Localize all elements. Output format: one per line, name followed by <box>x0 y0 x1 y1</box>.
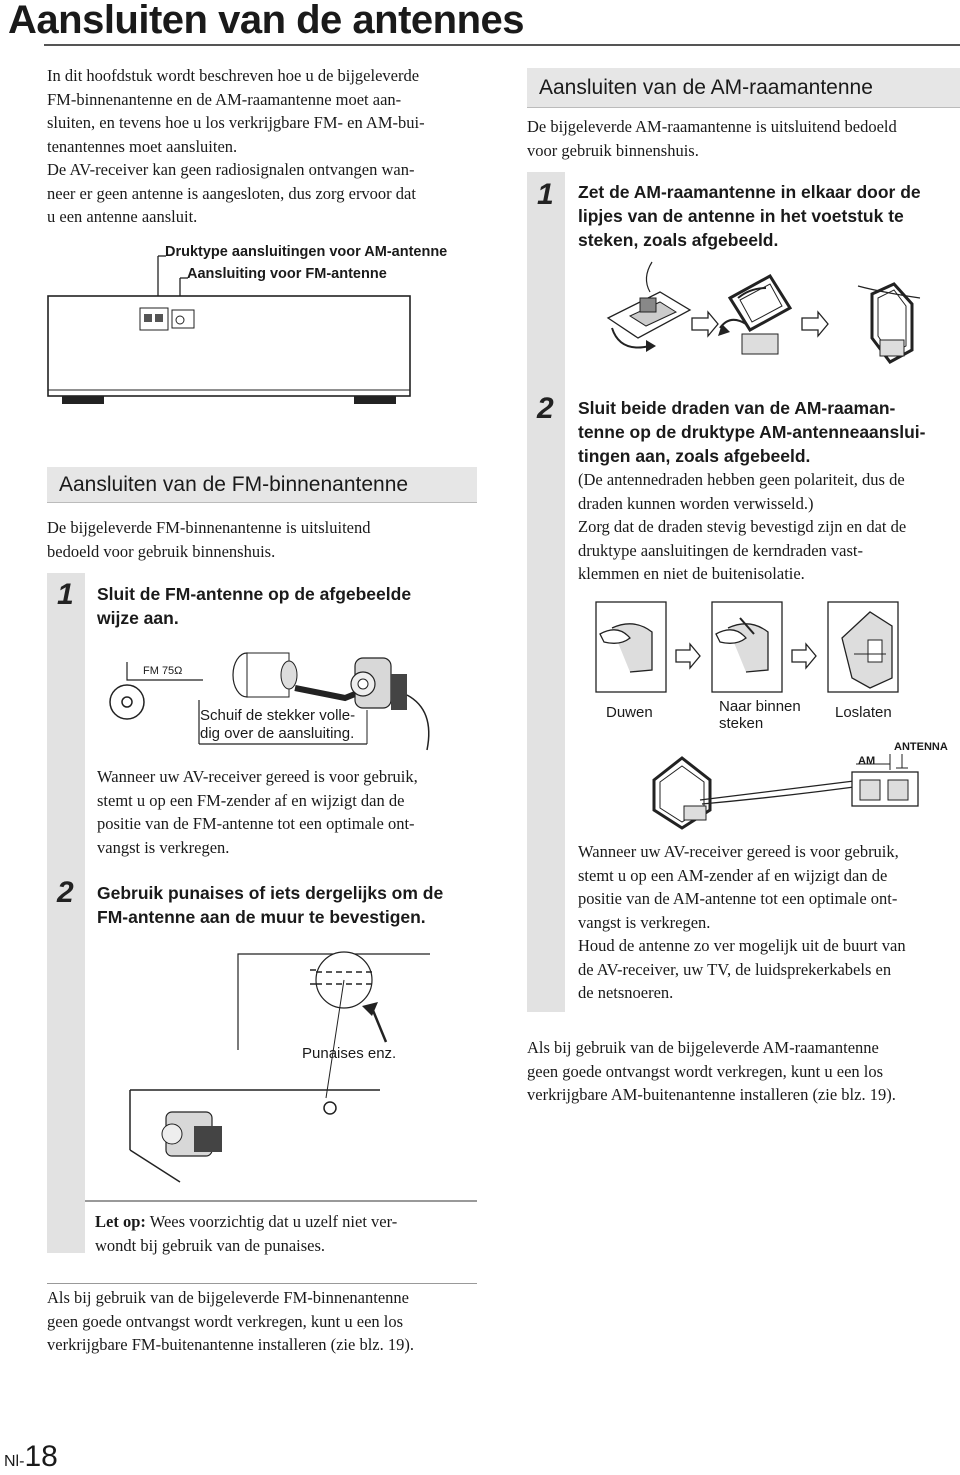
am-step-2-after <box>578 840 958 1005</box>
label-push: Duwen <box>606 704 653 721</box>
fm-intro <box>47 516 477 563</box>
label-am: AM <box>858 755 876 767</box>
am-step-1-number: 1 <box>537 178 554 211</box>
text-line: Als bij gebruik van de bijgeleverde AM-raamantenne <box>527 1038 879 1057</box>
am-step-strip <box>527 172 565 1012</box>
fm-step-1-number: 1 <box>57 578 74 611</box>
am-step-2-note <box>578 468 958 586</box>
fm-connector-label: FM 75Ω <box>143 665 183 677</box>
text-line: vangst is verkregen. <box>97 837 230 857</box>
am-step-2-number: 2 <box>537 392 554 425</box>
fm-step-1-heading <box>97 582 477 630</box>
page-number <box>4 1440 58 1474</box>
caution-text: Wees voorzichtig dat u uzelf niet ver- <box>145 1212 398 1231</box>
text-line: De AV-receiver kan geen radiosignalen ontvangen wan- <box>47 160 415 179</box>
label-release: Loslaten <box>835 704 892 721</box>
intro-paragraph-1 <box>47 64 477 158</box>
text-line: Zet de AM-raamantenne in elkaar door de <box>578 182 921 202</box>
text-line: steken <box>719 715 764 732</box>
am-step-2-heading <box>578 396 958 468</box>
text-line: druktype aansluitingen de kerndraden vast- <box>578 540 863 560</box>
text-line: steken, zoals afgebeeld. <box>578 230 779 250</box>
page-title: Aansluiten van de antennes <box>8 0 525 42</box>
text-line: stemt u op een FM-zender af en wijzigt dan de <box>97 790 405 810</box>
text-line: positie van de FM-antenne tot een optimale ont- <box>97 814 415 833</box>
am-antenna-connection-diagram <box>640 740 960 840</box>
text-line: geen goede ontvangst wordt verkregen, kunt u een los <box>527 1061 884 1081</box>
text-line: FM-binnenantenne en de AM-raamantenne moet aan- <box>47 89 402 109</box>
text-line: sluiten, en tevens hoe u los verkrijgbare FM- en AM-bui- <box>47 113 425 132</box>
title-rule <box>44 44 960 46</box>
fm-step-1-after <box>97 765 477 859</box>
text-line: De bijgeleverde FM-binnenantenne is uitsluitend <box>47 518 371 537</box>
fm-tack-diagram <box>110 950 450 1190</box>
tack-callout: Punaises enz. <box>302 1045 397 1062</box>
text-line: verkrijgbare AM-buitenantenne installeren (zie blz. 19). <box>527 1085 896 1104</box>
am-step-1-heading <box>578 180 958 252</box>
text-line: stemt u op een AM-zender af en wijzigt dan de <box>578 865 888 885</box>
text-line: wijze aan. <box>97 608 179 628</box>
receiver-rear-diagram <box>40 250 480 415</box>
text-line: tingen aan, zoals afgebeeld. <box>578 446 811 466</box>
text-line: u een antenne aansluit. <box>47 207 198 226</box>
text-line: Als bij gebruik van de bijgeleverde FM-binnenantenne <box>47 1288 409 1307</box>
text-line: tenantennes moet aansluiten. <box>47 136 238 156</box>
label-insert <box>719 698 801 732</box>
caution-label: Let op: <box>95 1212 146 1231</box>
text-line: Wanneer uw AV-receiver gereed is voor gebruik, <box>97 767 418 786</box>
text-line: de AV-receiver, uw TV, de luidsprekerkabels en <box>578 959 892 979</box>
text-line: dig over de aansluiting. <box>200 725 355 742</box>
am-section-heading: Aansluiten van de AM-raamantenne <box>527 68 960 108</box>
fm-step-strip <box>47 573 85 1253</box>
text-line: neer er geen antenne is aangesloten, dus zorg ervoor dat <box>47 183 416 203</box>
text-line: de netsnoeren. <box>578 983 674 1002</box>
text-line: Schuif de stekker volle- <box>200 707 356 724</box>
intro-paragraph-2 <box>47 158 477 229</box>
label-antenna: ANTENNA <box>894 741 948 753</box>
label-am-terminals: Druktype aansluitingen voor AM-antenne <box>165 244 448 260</box>
text-line: Houd de antenne zo ver mogelijk uit de buurt van <box>578 936 906 955</box>
text-line: geen goede ontvangst wordt verkregen, kunt u een los <box>47 1311 404 1331</box>
text-line: klemmen en niet de buitenisolatie. <box>578 564 805 583</box>
text-line: Zorg dat de draden stevig bevestigd zijn en dat de <box>578 517 907 536</box>
text-line: draden kunnen worden verwisseld.) <box>578 493 814 513</box>
am-terminal-steps-diagram <box>590 598 960 708</box>
am-assembly-diagram <box>590 258 960 378</box>
fm-step-2-heading <box>97 881 477 929</box>
text-line: tenne op de druktype AM-antenneaanslui- <box>578 422 926 442</box>
text-line: FM-antenne aan de muur te bevestigen. <box>97 907 426 927</box>
text-line: bedoeld voor gebruik binnenshuis. <box>47 541 276 561</box>
page-number-value: 18 <box>24 1440 58 1473</box>
am-outro <box>527 1036 960 1107</box>
text-line: In dit hoofdstuk wordt beschreven hoe u de bijgeleverde <box>47 66 420 85</box>
text-line: positie van de AM-antenne tot een optimale ont- <box>578 889 898 908</box>
text-line: Wanneer uw AV-receiver gereed is voor gebruik, <box>578 842 899 861</box>
caution-text-2: wondt bij gebruik van de punaises. <box>95 1236 326 1255</box>
text-line: lipjes van de antenne in het voetstuk te <box>578 206 904 226</box>
caution-box <box>85 1200 477 1258</box>
fm-section-heading: Aansluiten van de FM-binnenantenne <box>47 467 477 503</box>
text-line: De bijgeleverde AM-raamantenne is uitsluitend bedoeld <box>527 117 897 136</box>
text-line: verkrijgbare FM-buitenantenne installeren (zie blz. 19). <box>47 1335 414 1354</box>
text-line: Gebruik punaises of iets dergelijks om de <box>97 883 444 903</box>
text-line: vangst is verkregen. <box>578 912 711 932</box>
am-intro <box>527 115 960 162</box>
fm-outro <box>47 1283 477 1357</box>
label-fm-connector: Aansluiting voor FM-antenne <box>187 266 387 282</box>
text-line: voor gebruik binnenshuis. <box>527 140 699 160</box>
fm-step-2-number: 2 <box>57 876 74 909</box>
text-line: Naar binnen <box>719 698 801 715</box>
page-number-prefix: Nl- <box>4 1453 25 1470</box>
text-line: Sluit beide draden van de AM-raaman- <box>578 398 896 418</box>
fm-plug-callout <box>200 707 380 743</box>
text-line: Sluit de FM-antenne op de afgebeelde <box>97 584 412 604</box>
text-line: (De antennedraden hebben geen polariteit, dus de <box>578 470 905 489</box>
